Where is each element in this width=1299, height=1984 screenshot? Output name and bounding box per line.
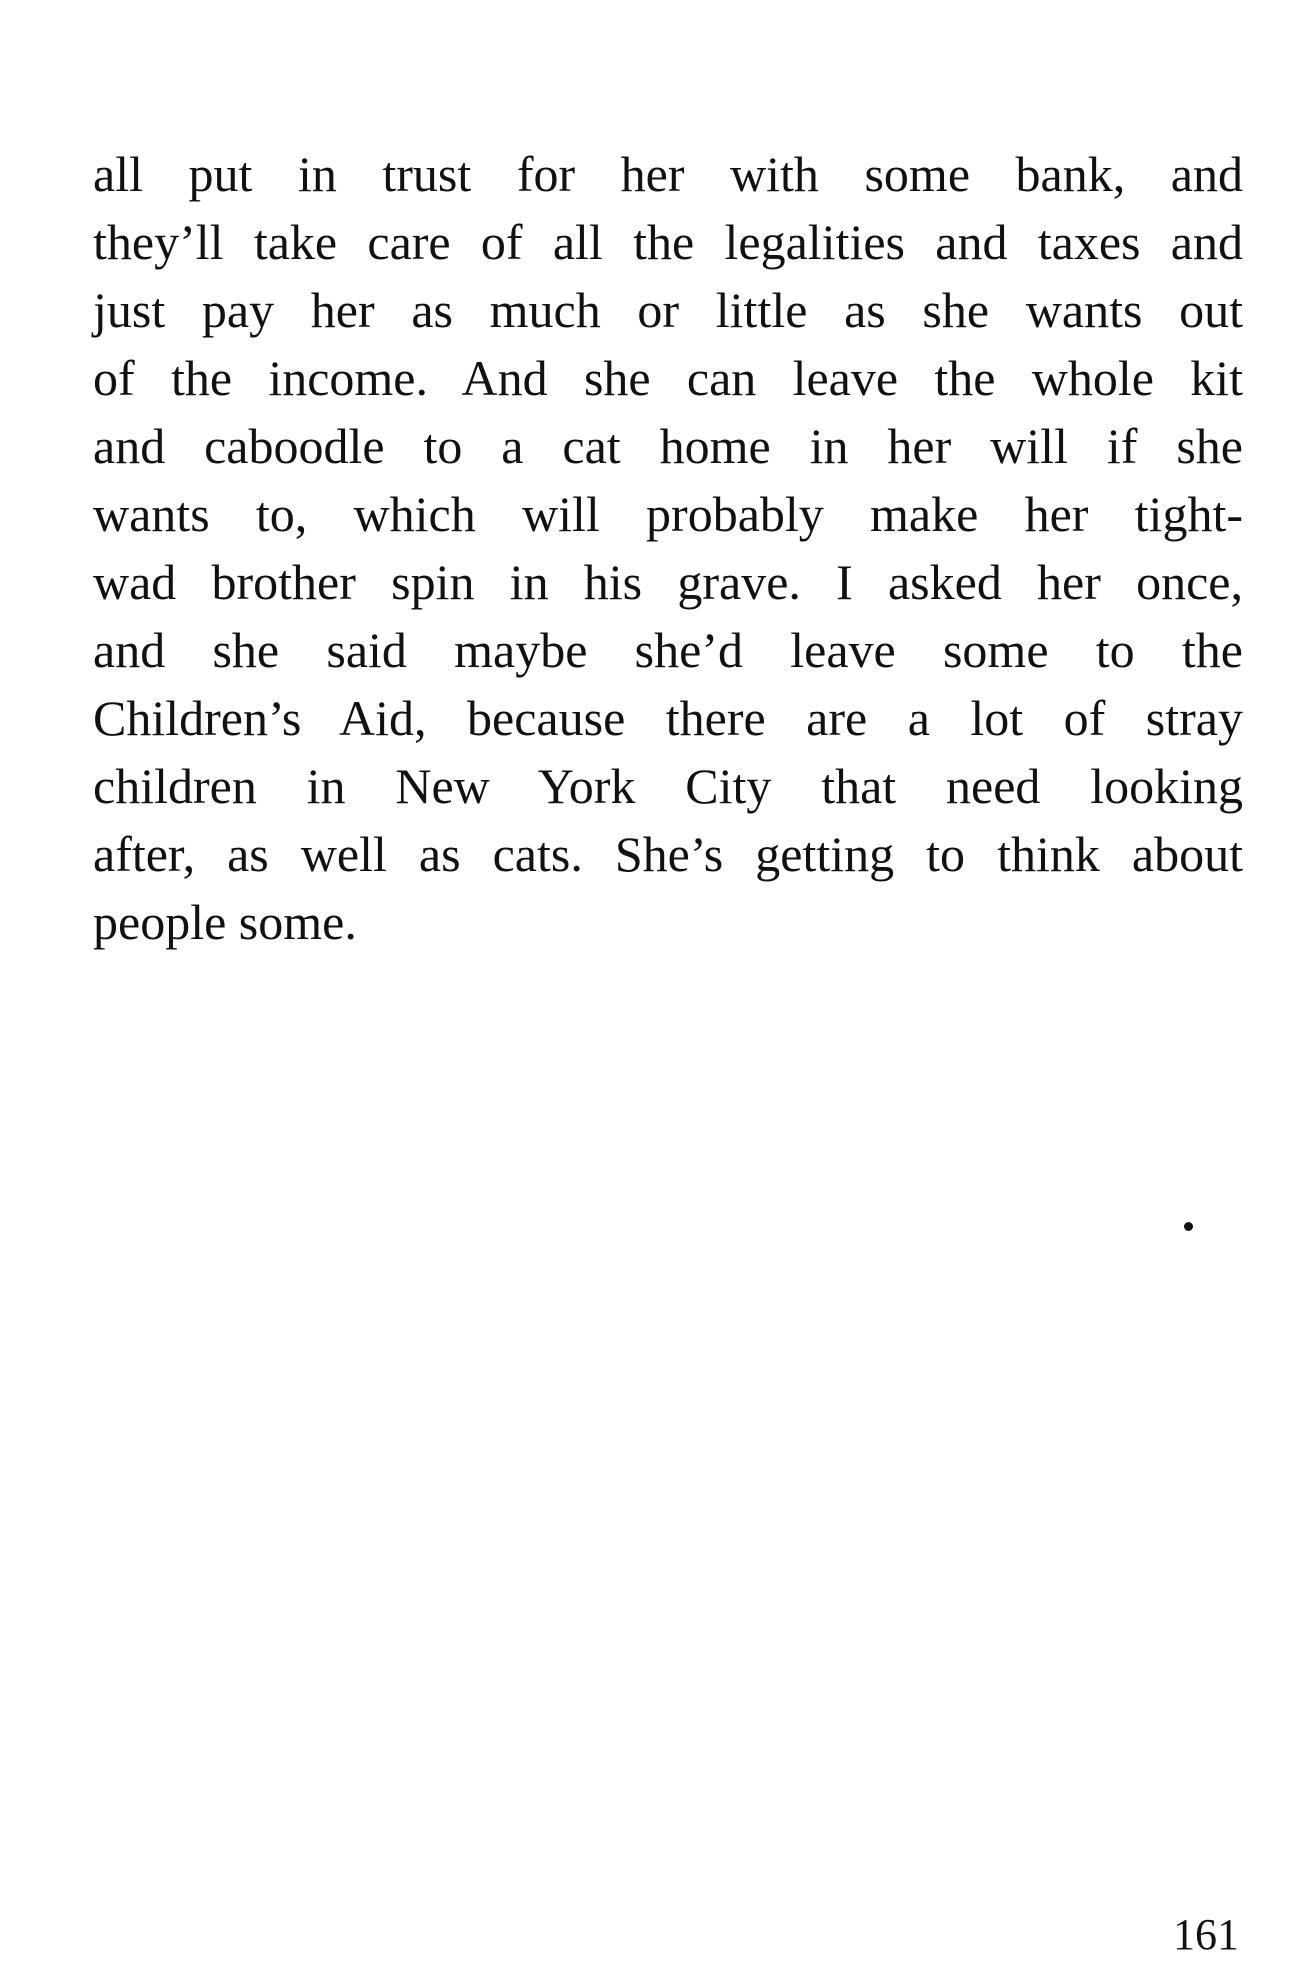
text-line: they’ll take care of all the legalities and taxes and <box>93 214 1243 270</box>
text-line: wad brother spin in his grave. I asked her once, <box>93 554 1243 610</box>
text-line: all put in trust for her with some bank, and <box>93 146 1243 202</box>
page-number: 161 <box>1173 1910 1239 1959</box>
text-line: after, as well as cats. She’s getting to think about <box>93 826 1243 882</box>
text-line: and she said maybe she’d leave some to the <box>93 622 1243 678</box>
text-line: wants to, which will probably make her tight- <box>93 486 1243 542</box>
text-line: and caboodle to a cat home in her will if she <box>93 418 1243 474</box>
text-line-last: people some. <box>93 894 357 950</box>
body-text <box>93 140 1243 956</box>
text-line: just pay her as much or little as she wants out <box>93 282 1243 338</box>
text-line: of the income. And she can leave the whole kit <box>93 350 1243 406</box>
text-line: Children’s Aid, because there are a lot of stray <box>93 690 1243 746</box>
text-line: children in New York City that need looking <box>93 758 1243 814</box>
ink-speck <box>1184 1222 1193 1231</box>
